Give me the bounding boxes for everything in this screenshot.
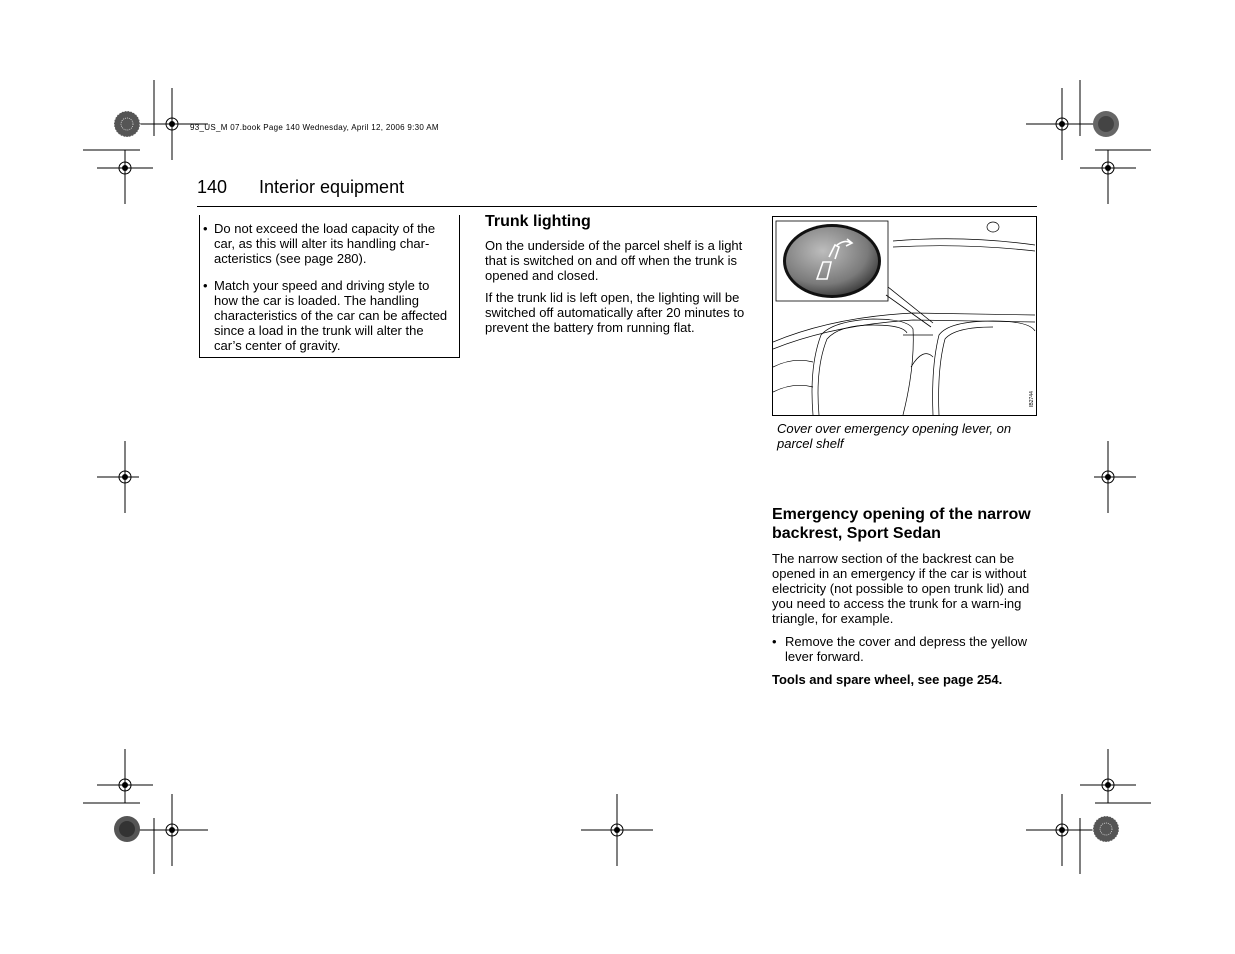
warning-box [199, 215, 460, 358]
section-title: Interior equipment [259, 177, 405, 197]
emergency-heading: Emergency opening of the narrow backrest, Sport Sedan [772, 506, 1031, 542]
page-reference: Tools and spare wheel, see page 254. [772, 672, 1003, 687]
figure-code: IB2744 [1029, 391, 1035, 407]
emergency-list [772, 634, 1040, 664]
warning-item: • Do not exceed the load capacity of the car, as this will alter its handling char-acteristics (see page 280). [214, 221, 449, 266]
trunk-lighting-paragraph: On the underside of the parcel shelf is a light that is switched on and off when the trunk is opened and closed. [485, 238, 743, 283]
trunk-lighting-paragraph: If the trunk lid is left open, the lighting will be switched off automatically after 20 minutes to prevent the battery from running flat. [485, 290, 745, 335]
figure-caption: Cover over emergency opening lever, on parcel shelf [777, 421, 1012, 451]
emergency-paragraph: The narrow section of the backrest can be opened in an emergency if the car is without electricity (not possible to open trunk lid) and you need to access the trunk for a warn-ing triangle, for example. [772, 551, 1030, 626]
parcel-shelf-illustration [772, 216, 1037, 416]
trunk-lighting-heading: Trunk lighting [485, 213, 591, 230]
header-rule [197, 206, 1037, 207]
emergency-opening-section [772, 505, 1040, 687]
warning-item: • Match your speed and driving style to how the car is loaded. The handling characteristics of the car can be affected since a load in the trunk will alter the car’s center of gravity. [214, 278, 449, 353]
trunk-lighting-section [485, 212, 750, 335]
warning-list [200, 215, 459, 353]
print-header: 93_US_M 07.book Page 140 Wednesday, April 12, 2006 9:30 AM [190, 123, 439, 132]
crosshair-targets [97, 88, 1136, 866]
page-number: 140 [197, 177, 228, 197]
emergency-bullet: • Remove the cover and depress the yellow lever forward. [785, 634, 1040, 664]
